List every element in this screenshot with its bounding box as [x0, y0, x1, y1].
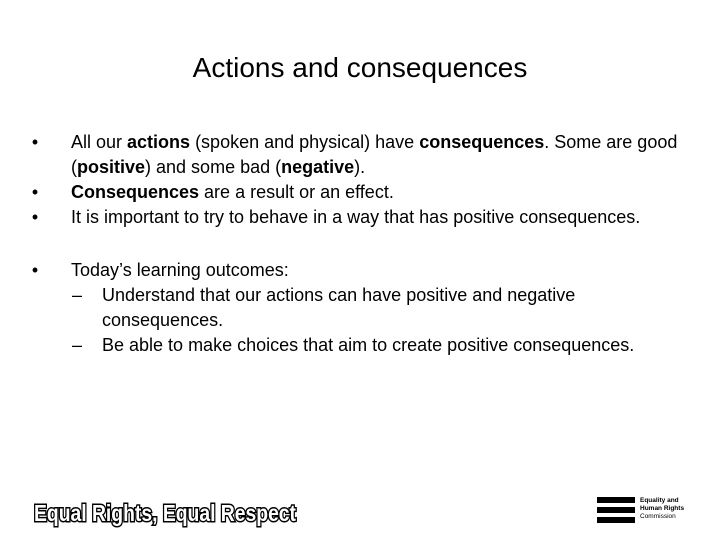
sub-bullet-text: Be able to make choices that aim to create positive consequences.	[102, 335, 635, 355]
emphasis-positive: positive	[77, 157, 146, 177]
equal-rights-logo	[33, 497, 298, 527]
commission-name-line: Human Rights	[640, 505, 685, 512]
bullet-item-behave	[29, 205, 699, 230]
sub-bullet-item	[29, 333, 699, 358]
commission-name-line: Commission	[640, 513, 676, 520]
stacked-bars-logo-icon	[597, 497, 635, 523]
bullet-icon: •	[31, 260, 39, 280]
commission-name	[640, 497, 684, 521]
text-run: ) and some bad (	[145, 157, 282, 177]
bullet-icon: •	[31, 132, 39, 152]
bullet-list	[29, 130, 699, 358]
bullet-item-definition	[29, 180, 699, 205]
emphasis-negative: negative	[281, 157, 355, 177]
emphasis-actions: actions	[127, 132, 191, 152]
sub-bullet-text: Understand that our actions can have positive and negative consequences.	[102, 285, 576, 330]
bullet-item-actions	[29, 130, 699, 180]
bullet-text	[71, 130, 699, 180]
text-run: . Some are good (	[71, 132, 678, 177]
equal-rights-logo-icon	[33, 497, 298, 527]
commission-logo	[597, 497, 707, 523]
logo-wordmark: Equal Rights, Equal Respect	[34, 500, 297, 526]
commission-name-line: Equality and	[640, 497, 679, 504]
emphasis-consequences: Consequences	[71, 182, 200, 202]
text-run: ).	[354, 157, 366, 177]
emphasis-consequences: consequences	[419, 132, 545, 152]
sub-bullet-item	[29, 283, 699, 333]
bullet-item-outcomes	[29, 258, 699, 283]
bullet-text: Today’s learning outcomes:	[71, 260, 289, 280]
dash-icon: –	[72, 285, 83, 305]
dash-icon: –	[72, 335, 83, 355]
text-run: are a result or an effect.	[199, 182, 394, 202]
bullet-icon: •	[31, 182, 39, 202]
bullet-text	[71, 180, 699, 205]
bullet-icon: •	[31, 207, 39, 227]
text-run: (spoken and physical) have	[190, 132, 420, 152]
bullet-text: It is important to try to behave in a way that has positive consequences.	[71, 207, 641, 227]
slide-title: Actions and consequences	[192, 52, 528, 83]
text-run: All our	[71, 132, 128, 152]
